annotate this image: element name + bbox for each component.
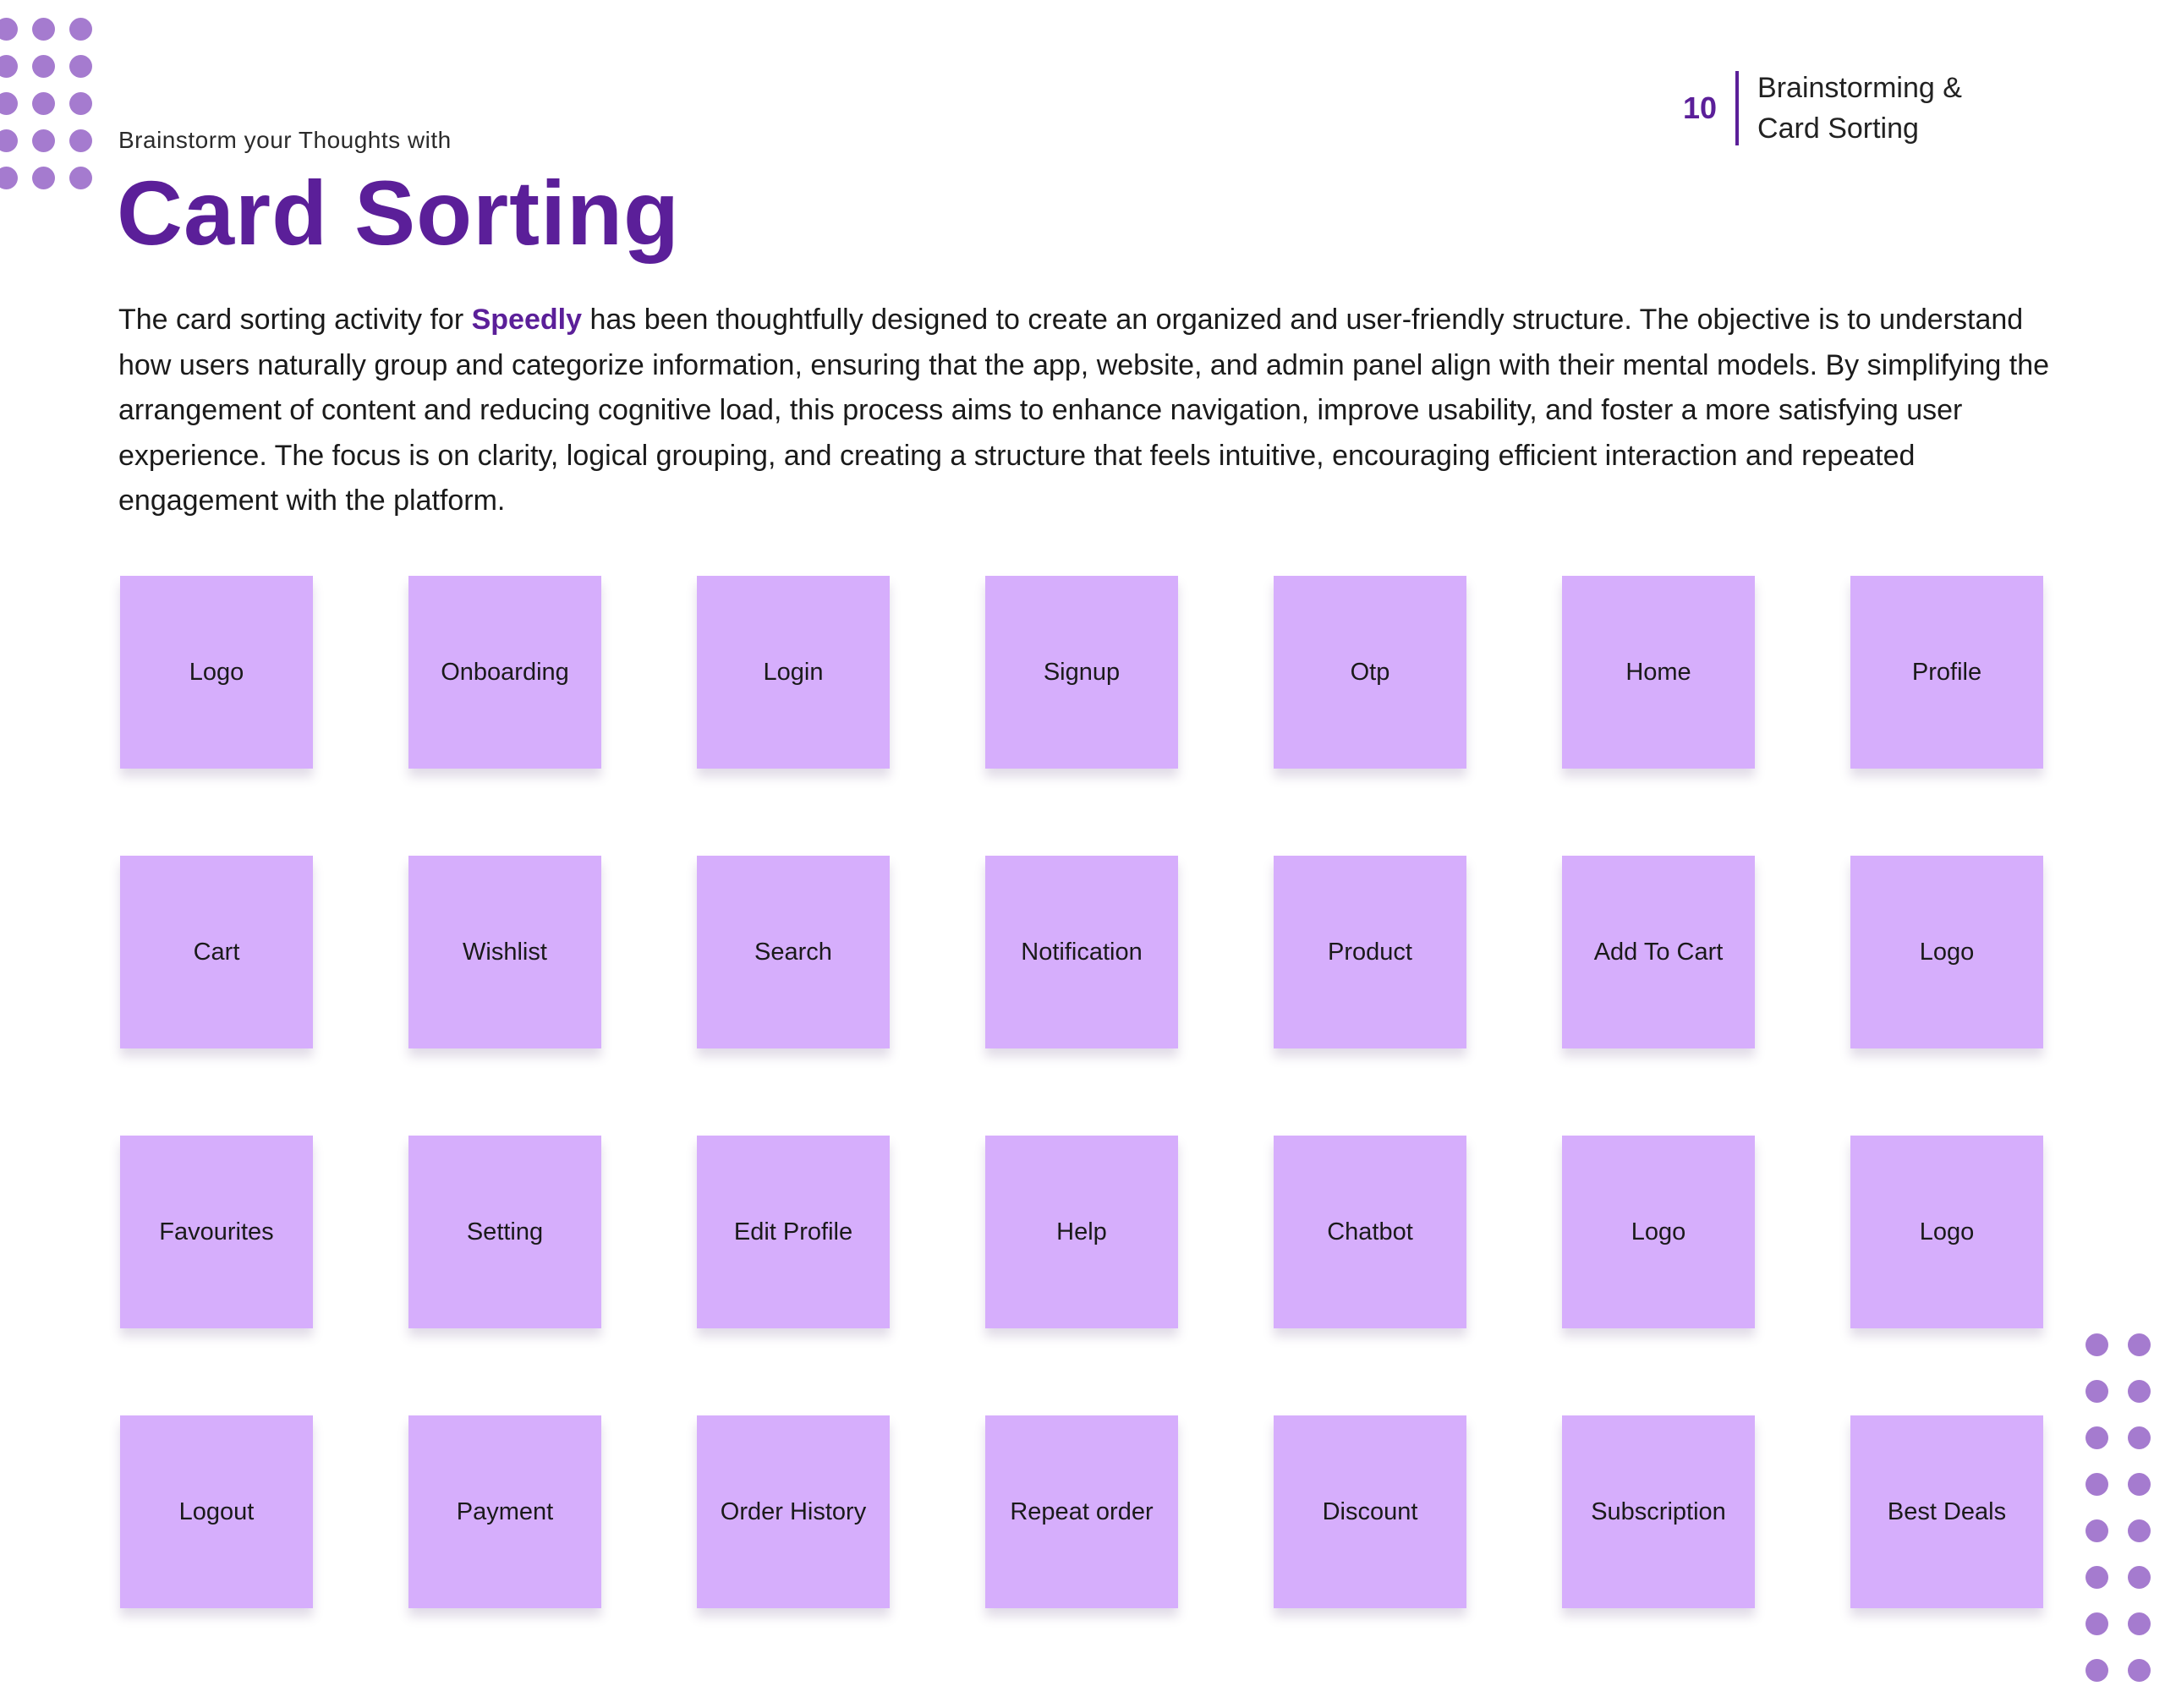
card[interactable]: Best Deals <box>1850 1415 2043 1608</box>
card[interactable]: Signup <box>985 576 1178 769</box>
card[interactable]: Login <box>697 576 890 769</box>
card[interactable]: Order History <box>697 1415 890 1608</box>
dot <box>2128 1473 2151 1496</box>
dot <box>32 167 55 189</box>
card[interactable]: Wishlist <box>408 856 601 1048</box>
card[interactable]: Home <box>1562 576 1755 769</box>
card[interactable]: Logo <box>1850 1136 2043 1328</box>
dot <box>32 18 55 41</box>
card[interactable]: Help <box>985 1136 1178 1328</box>
card[interactable]: Edit Profile <box>697 1136 890 1328</box>
card[interactable]: Otp <box>1274 576 1466 769</box>
chapter-label <box>1757 68 2011 149</box>
dot <box>69 92 92 115</box>
chapter-label-line-1: Brainstorming & <box>1757 72 1962 104</box>
chapter-number: 10 <box>1683 90 1718 125</box>
dot <box>2086 1612 2108 1635</box>
dot <box>32 129 55 152</box>
dot <box>0 55 18 78</box>
dot <box>0 167 18 189</box>
card[interactable]: Discount <box>1274 1415 1466 1608</box>
dot <box>69 18 92 41</box>
chapter-divider <box>1735 71 1739 145</box>
dot <box>2086 1426 2108 1449</box>
card[interactable]: Product <box>1274 856 1466 1048</box>
card[interactable]: Logo <box>1562 1136 1755 1328</box>
dot <box>69 55 92 78</box>
dot <box>2128 1612 2151 1635</box>
dot <box>0 129 18 152</box>
dot <box>2086 1380 2108 1403</box>
card[interactable]: Chatbot <box>1274 1136 1466 1328</box>
dot <box>0 92 18 115</box>
dot <box>2128 1380 2151 1403</box>
card[interactable]: Payment <box>408 1415 601 1608</box>
card[interactable]: Search <box>697 856 890 1048</box>
card[interactable]: Notification <box>985 856 1178 1048</box>
dot <box>69 129 92 152</box>
dot <box>2086 1566 2108 1589</box>
card[interactable]: Onboarding <box>408 576 601 769</box>
dot <box>2086 1333 2108 1356</box>
dot <box>32 55 55 78</box>
dot <box>2086 1473 2108 1496</box>
card[interactable]: Logo <box>1850 856 2043 1048</box>
dot <box>2128 1566 2151 1589</box>
decorative-dots-top-left <box>0 18 92 189</box>
card[interactable]: Logo <box>120 576 313 769</box>
dot <box>2128 1659 2151 1682</box>
decorative-dots-bottom-right <box>2086 1333 2151 1682</box>
dot <box>32 92 55 115</box>
chapter-marker <box>1683 68 2011 149</box>
chapter-label-line-2: Card Sorting <box>1757 112 1919 145</box>
page-subtitle: Brainstorm your Thoughts with <box>118 127 452 153</box>
card-grid <box>120 576 2043 1608</box>
card[interactable]: Profile <box>1850 576 2043 769</box>
dot <box>2086 1519 2108 1542</box>
card[interactable]: Cart <box>120 856 313 1048</box>
dot <box>2128 1426 2151 1449</box>
brand-name: Speedly <box>471 304 582 336</box>
card[interactable]: Repeat order <box>985 1415 1178 1608</box>
dot <box>2128 1519 2151 1542</box>
card[interactable]: Favourites <box>120 1136 313 1328</box>
dot <box>0 18 18 41</box>
card[interactable]: Logout <box>120 1415 313 1608</box>
dot <box>69 167 92 189</box>
intro-paragraph <box>118 298 2055 524</box>
dot <box>2086 1659 2108 1682</box>
intro-text-start: The card sorting activity for <box>118 304 472 336</box>
page-title: Card Sorting <box>117 161 681 264</box>
intro-text-rest: has been thoughtfully designed to create an organized and user-friendly structure. The objective is to understand how users naturally group and categorize information, ensuring that the app, website, and admin panel align with their mental models. By simplifying the arrangement of content and reducing cognitive load, this process aims to enhance navigation, improve usability, and foster a more satisfying user experience. The focus is on clarity, logical grouping, and creating a structure that feels intuitive, encouraging efficient interaction and repeated engagement with the platform. <box>118 304 2050 517</box>
dot <box>2128 1333 2151 1356</box>
card[interactable]: Add To Cart <box>1562 856 1755 1048</box>
card[interactable]: Setting <box>408 1136 601 1328</box>
card[interactable]: Subscription <box>1562 1415 1755 1608</box>
